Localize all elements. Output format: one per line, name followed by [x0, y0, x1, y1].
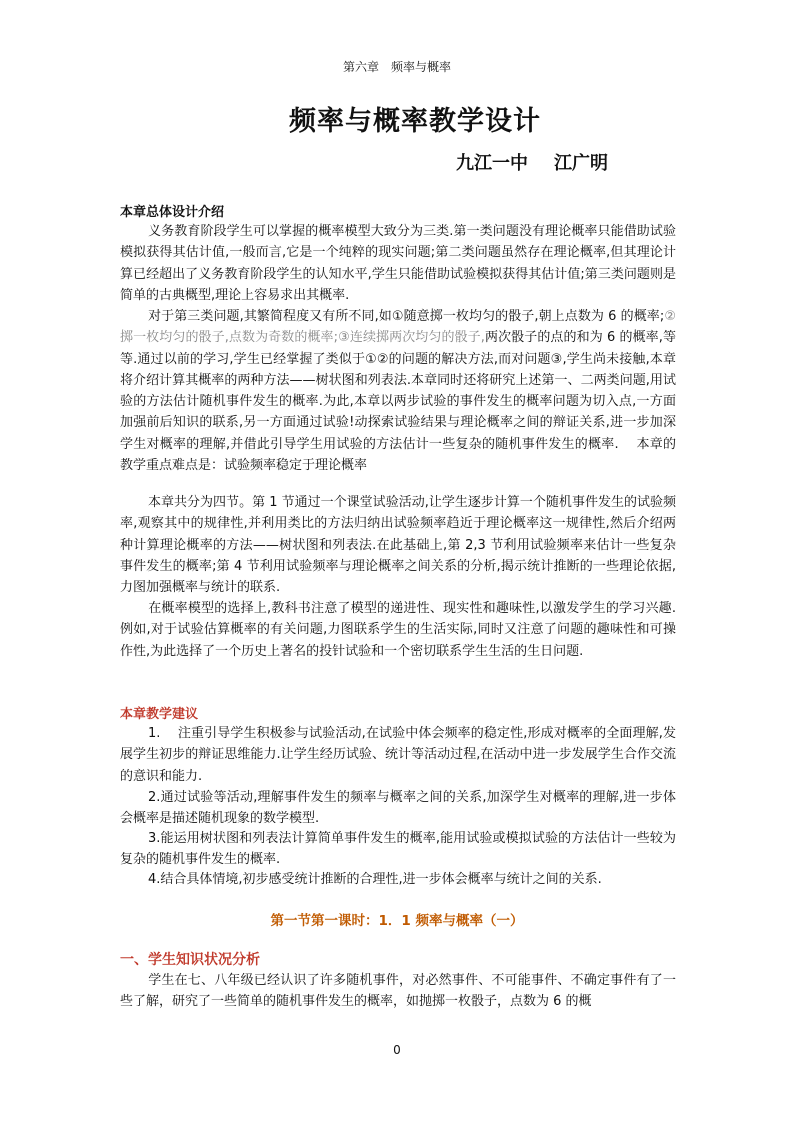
- analysis-paragraph-1: 学生在七、八年级已经认识了许多随机事件，对必然事件、不可能事件、不确定事件有了一些了解，研究了一些简单的随机事件发生的概率，如抛掷一枚骰子，点数为 6 的概: [120, 973, 676, 1010]
- gray-example-text: ②掷一枚均匀的骰子,点数为奇数的概率;③连续掷两次均匀的骰子,: [120, 309, 676, 346]
- section-title: 第一节第一课时：1．1 频率与概率（一）: [270, 913, 524, 929]
- running-header: 第六章 频率与概率: [342, 60, 451, 74]
- author-school: 九江一中: [456, 153, 528, 174]
- intro-paragraph-1: 义务教育阶段学生可以掌握的概率模型大致分为三类.第一类问题没有理论概率只能借助试验模拟获得其估计值,一般而言,它是一个纯粹的现实问题;第二类问题虽然存在理论概率,但其理论计算已经超出了义务教育阶段学生的认知水平,学生只能借助试验模拟获得其估计值;第三类问题则是简单的古典概型,理论上容易求出其概率.: [120, 224, 676, 303]
- author-name: 江广明: [554, 153, 608, 174]
- suggest-item-2: 2.通过试验等活动,理解事件发生的频率与概率之间的关系,加深学生对概率的理解,进一步体会概率是描述随机现象的数学模型.: [120, 790, 676, 827]
- intro-heading: 本章总体设计介绍: [120, 205, 225, 220]
- suggest-heading: 本章教学建议: [120, 707, 199, 722]
- document-title: 频率与概率教学设计: [289, 106, 541, 137]
- analysis-heading: 一、学生知识状况分析: [120, 952, 260, 968]
- suggest-item-1: 1. 注重引导学生积极参与试验活动,在试验中体会频率的稳定性,形成对概率的全面理解,发展学生初步的辩证思维能力.让学生经历试验、统计等活动过程,在活动中进一步发展学生合作交流的意识和能力.: [120, 726, 676, 784]
- page-number: 0: [393, 1043, 401, 1057]
- intro-paragraph-3: 本章共分为四节。第 1 节通过一个课堂试验活动,让学生逐步计算一个随机事件发生的试验频率,观察其中的规律性,并利用类比的方法归纳出试验频率趋近于理论概率这一规律性,然后介绍两种计算理论概率的方法——树状图和列表法.在此基础上,第 2,3 节利用试验频率来估计一些复杂事件发生的概率;第 4 节利用试验频率与理论概率之间关系的分析,揭示统计推断的一些理论依据,力图加强概率与统计的联系.: [120, 495, 676, 596]
- intro-paragraph-2: 对于第三类问题,其繁简程度又有所不同,如①随意掷一枚均匀的骰子,朝上点数为 6 的概率;②掷一枚均匀的骰子,点数为奇数的概率;③连续掷两次均匀的骰子,两次骰子的点的和为 6 的概率,等等.通过以前的学习,学生已经掌握了类似于①②的问题的解决方法,而对问题③,学生尚未接触,本章将介绍计算其概率的两种方法——树状图和列表法.本章同时还将研究上述第一、二两类问题,用试验的方法估计随机事件发生的概率.为此,本章以两步试验的事件发生的概率问题为切入点,一方面加强前后知识的联系,另一方面通过试验!动探索试验结果与理论概率之间的辩证关系,进一步加深学生对概率的理解,并借此引导学生用试验的方法估计一些复杂的随机事件发生的概率. 本章的教学重点难点是：试验频率稳定于理论概率: [120, 309, 676, 474]
- suggest-item-4: 4.结合具体情境,初步感受统计推断的合理性,进一步体会概率与统计之间的关系.: [148, 872, 602, 887]
- author-line: [456, 149, 634, 175]
- intro-paragraph-4: 在概率模型的选择上,教科书注意了模型的递进性、现实性和趣味性,以激发学生的学习兴趣.例如,对于试验估算概率的有关问题,力图联系学生的生活实际,同时又注意了问题的趣味性和可操作性,为此选择了一个历史上著名的投针试验和一个密切联系学生生活的生日问题.: [120, 601, 676, 659]
- suggest-item-3: 3.能运用树状图和列表法计算简单事件发生的概率,能用试验或模拟试验的方法估计一些较为复杂的随机事件发生的概率.: [120, 831, 676, 868]
